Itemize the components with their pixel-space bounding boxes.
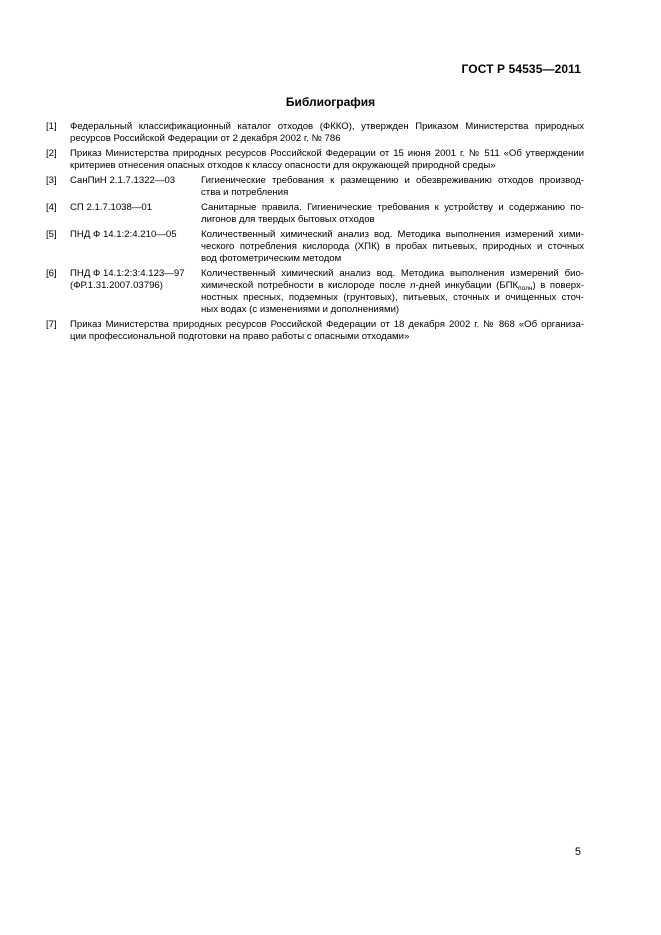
entry-number: [7] — [46, 319, 57, 330]
entry-text-line: Федеральный классификационный каталог отходов (ФККО), утвержден Приказом Министерства природных — [70, 121, 584, 132]
bibliography-entry-5 — [46, 229, 584, 265]
italic-variable: n — [410, 280, 416, 291]
entry-number: [4] — [46, 202, 57, 213]
entry-text-line: критериев отнесения опасных отходов к классу опасности для окружающей природной среды» — [70, 160, 496, 171]
section-title: Библиография — [285, 95, 376, 109]
bibliography-entry-4 — [46, 202, 584, 226]
entry-text-line: ческого потребления кислорода (ХПК) в пробах питьевых, природных и сточных — [201, 241, 584, 252]
document-code: СП 2.1.7.1038—01 — [70, 202, 153, 213]
entry-text-line: ства и потребления — [201, 187, 289, 198]
entry-number: [6] — [46, 268, 57, 279]
entry-text-line: вод фотометрическим методом — [201, 253, 342, 264]
document-code: СанПиН 2.1.7.1322—03 — [70, 175, 176, 186]
page-number: 5 — [574, 846, 581, 858]
bibliography-entry-3 — [46, 175, 584, 199]
document-registration: (ФР.1.31.2007.03796) — [70, 280, 163, 291]
entry-text-line: ресурсов Российской Федерации от 2 декабря 2002 г. № 786 — [70, 133, 341, 144]
entry-number: [1] — [46, 121, 57, 132]
entry-number: [2] — [46, 148, 57, 159]
document-code: ПНД Ф 14.1:2:4.210—05 — [70, 229, 177, 240]
entry-text-line: Приказ Министерства природных ресурсов Российской Федерации от 18 декабря 2002 г. № 868 «Об организа- — [70, 319, 584, 330]
bibliography-entry-2 — [46, 148, 584, 172]
bibliography-entry-6 — [46, 268, 584, 316]
entry-text-line: ных водах (с изменениями и дополнениями) — [201, 304, 400, 315]
document-code: ПНД Ф 14.1:2:3:4.123—97 — [70, 268, 185, 279]
subscript: полн — [518, 285, 533, 292]
standard-code: ГОСТ Р 54535—2011 — [461, 62, 581, 76]
entry-text-line: Санитарные правила. Гигиенические требования к устройству и содержанию по- — [201, 202, 584, 213]
bibliography-entry-7 — [46, 319, 584, 343]
entry-text-line: Количественный химический анализ вод. Методика выполнения измерений хими- — [201, 229, 584, 240]
bibliography-list — [46, 121, 584, 346]
entry-number: [5] — [46, 229, 57, 240]
entry-text-line: Гигиенические требования к размещению и обезвреживанию отходов производ- — [201, 175, 584, 186]
entry-text-line: Количественный химический анализ вод. Методика выполнения измерений био- — [201, 268, 584, 279]
bibliography-entry-1 — [46, 121, 584, 145]
entry-number: [3] — [46, 175, 57, 186]
entry-text-line: ностных пресных, подземных (грунтовых), питьевых, сточных и очищенных сточ- — [201, 292, 584, 303]
entry-text-line-with-formula: химической потребности в кислороде после n-дней инкубации $(БПК_{полн})$ в поверх- — [201, 280, 585, 292]
entry-text-line: лигонов для твердых бытовых отходов — [201, 214, 375, 225]
entry-text-line: Приказ Министерства природных ресурсов Российской Федерации от 15 июня 2001 г. № 511 «Об утверждении — [70, 148, 584, 159]
entry-text-line: ции профессиональной подготовки на право работы с опасными отходами» — [70, 331, 410, 342]
